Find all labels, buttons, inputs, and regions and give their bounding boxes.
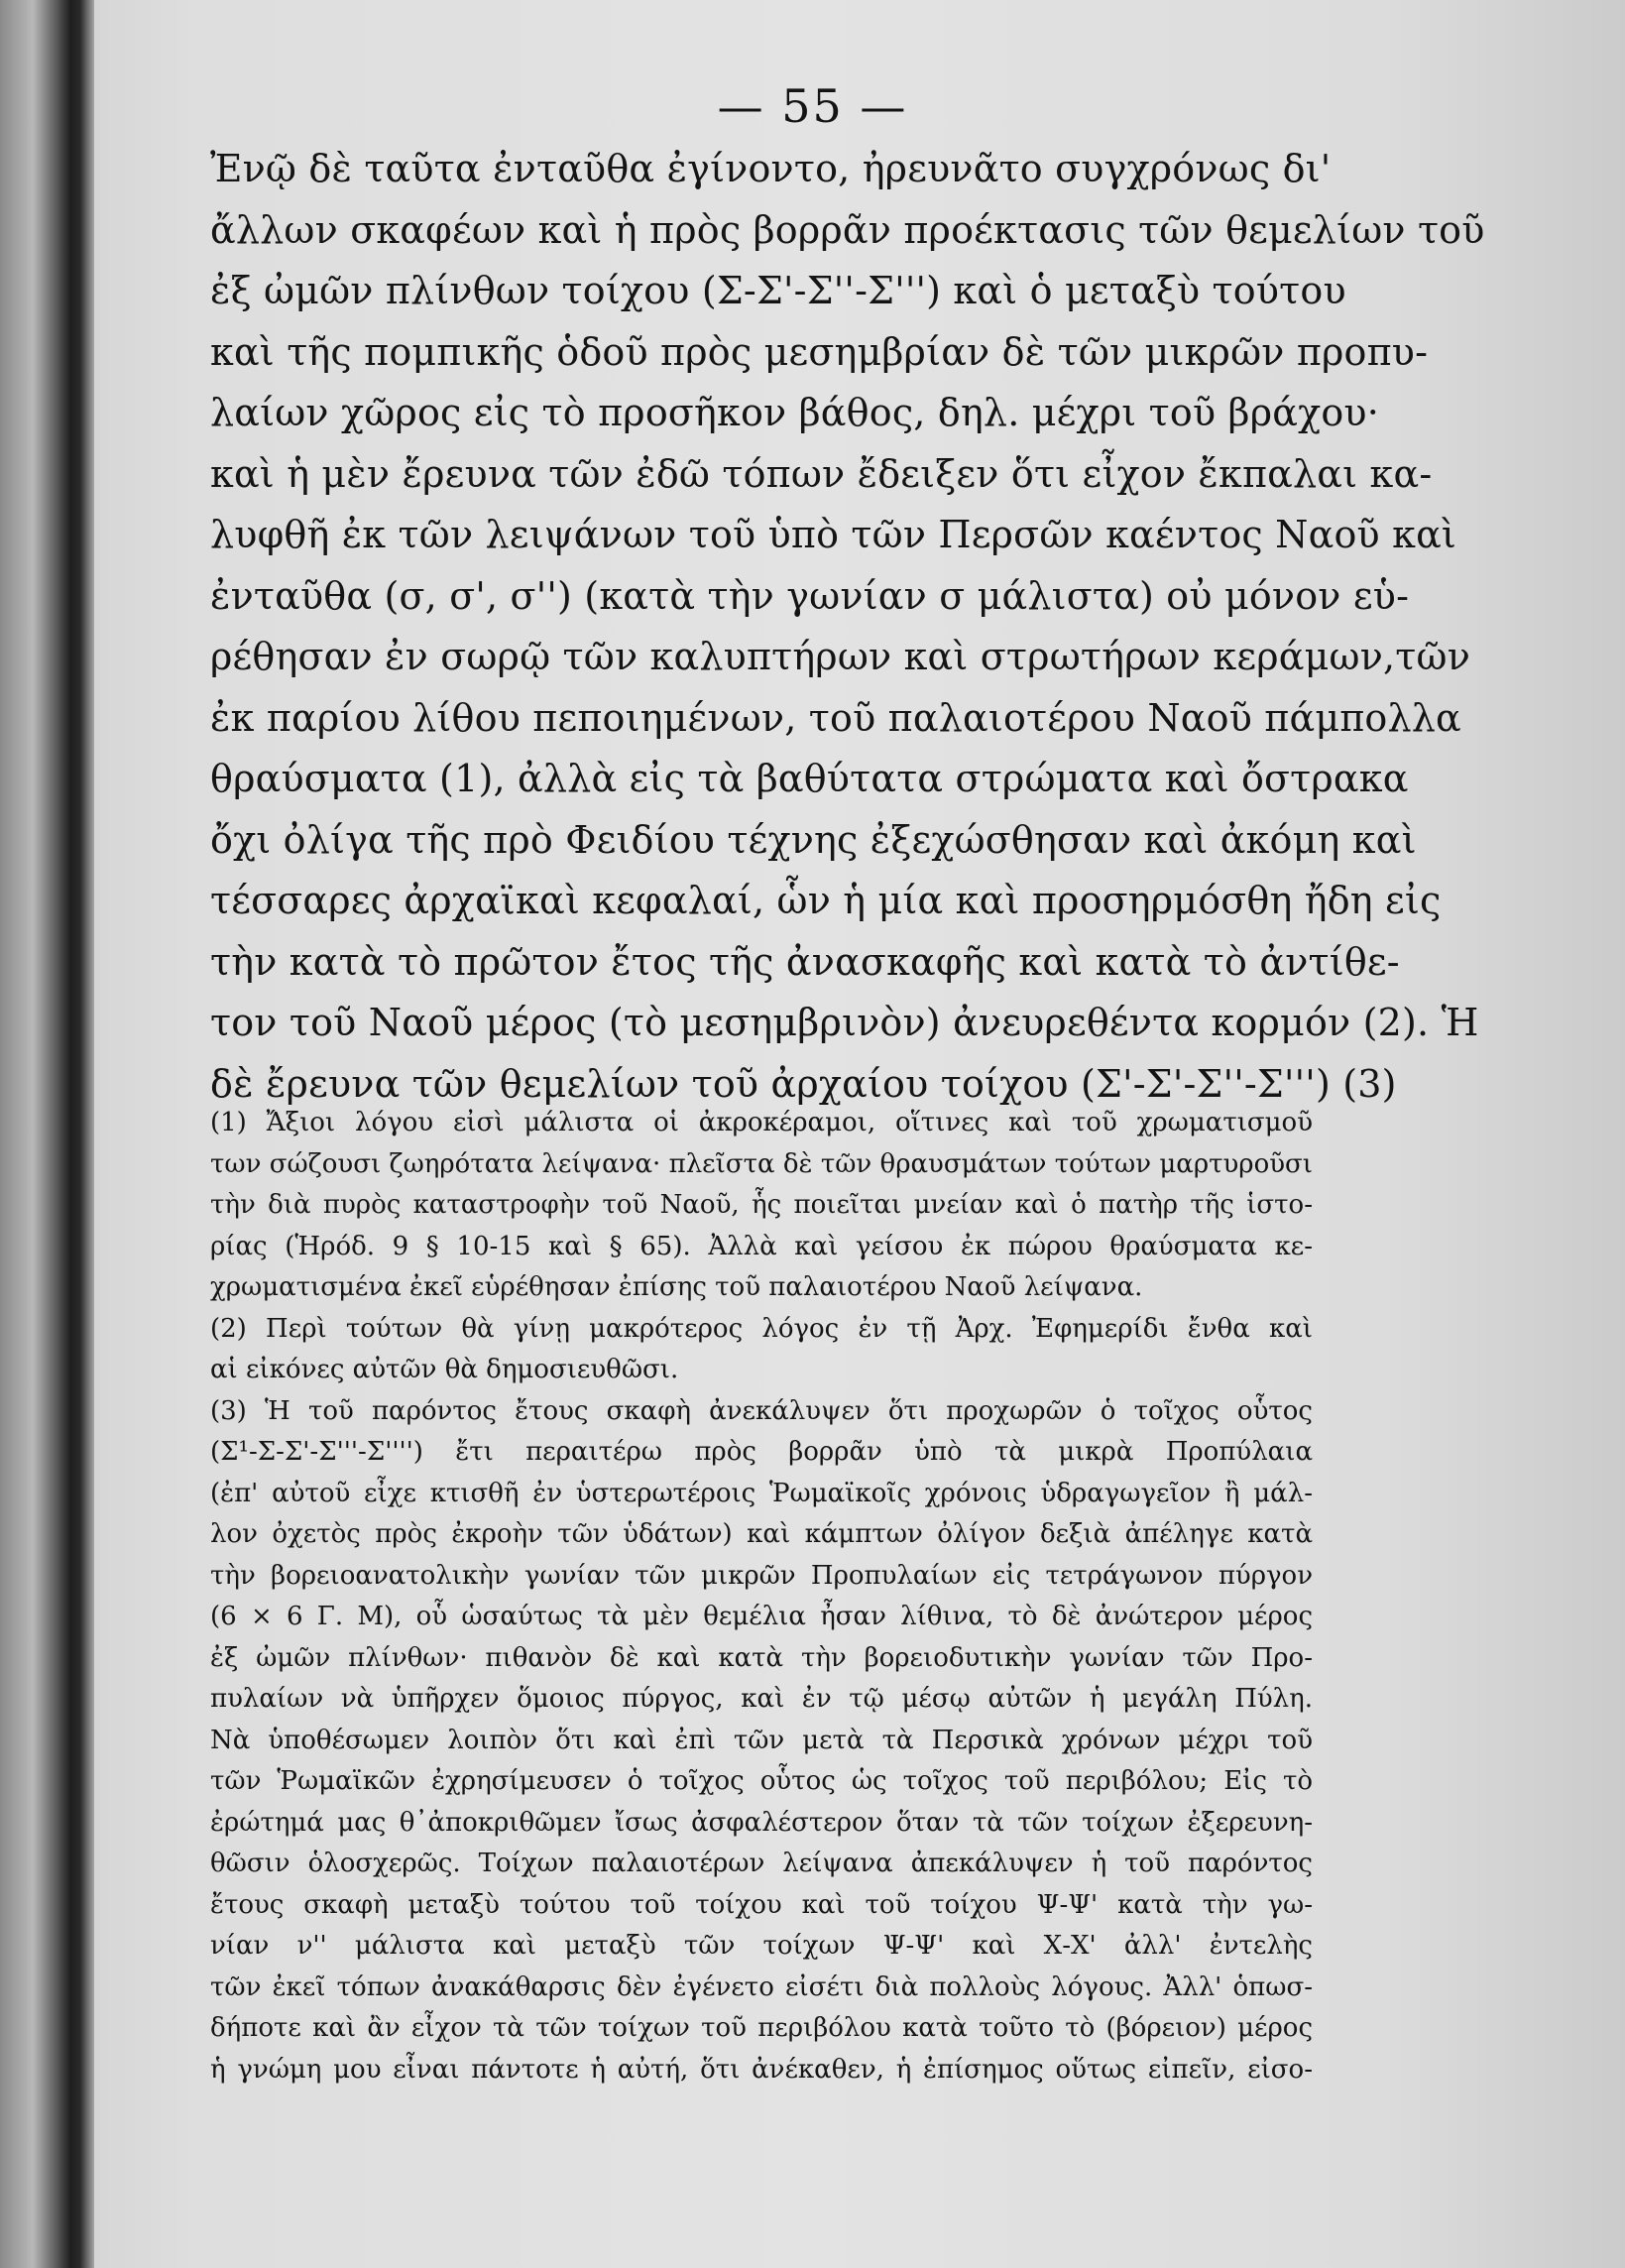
footnote-line: αἱ εἰκόνες αὐτῶν θὰ δημοσιευθῶσι. xyxy=(210,1355,679,1384)
footnote-line: ἡ γνώμη μου εἶναι πάντοτε ἡ αὐτή, ὅτι ἀνέκαθεν, ἡ ἐπίσημος οὕτως εἰπεῖν, εἰσο- xyxy=(210,2054,1313,2085)
page-number: — 55 — xyxy=(717,79,908,133)
main-text-line: ἐξ ὠμῶν πλίνθων τοίχου (Σ-Σ'-Σ''-Σ''') καὶ ὁ μεταξὺ τούτου xyxy=(210,269,1346,312)
footnote-line: τὴν βορειοανατολικὴν γωνίαν τῶν μικρῶν Προπυλαίων εἰς τετράγωνον πύργον xyxy=(210,1560,1313,1591)
footnote-2 xyxy=(210,1309,1313,1391)
footnote-line: Νὰ ὑποθέσωμεν λοιπὸν ὅτι καὶ ἐπὶ τῶν μετὰ τὰ Περσικὰ χρόνων μέχρι τοῦ xyxy=(210,1725,1313,1755)
main-text-line: ρέθησαν ἐν σωρῷ τῶν καλυπτήρων καὶ στρωτήρων κεράμων,τῶν xyxy=(210,635,1470,678)
book-binding-shadow xyxy=(0,0,94,2268)
main-text-block xyxy=(210,139,1485,1115)
footnote-line: (6 × 6 Γ. Μ), οὗ ὡσαύτως τὰ μὲν θεμέλια ἦσαν λίθινα, τὸ δὲ ἀνώτερον μέρος xyxy=(210,1602,1313,1631)
main-text-line: λυφθῆ ἐκ τῶν λειψάνων τοῦ ὑπὸ τῶν Περσῶν καέντος Ναοῦ καὶ xyxy=(210,513,1457,556)
footnote-line: ρίας (Ἡρόδ. 9 § 10-15 καὶ § 65). Ἀλλὰ καὶ γείσου ἐκ πώρου θραύσματα κε- xyxy=(210,1231,1313,1261)
footnote-3 xyxy=(210,1391,1313,2091)
main-text-line: θραύσματα (1), ἀλλὰ εἰς τὰ βαθύτατα στρώματα καὶ ὄστρακα xyxy=(210,757,1409,800)
main-text-line: καὶ τῆς πομπικῆς ὁδοῦ πρὸς μεσημβρίαν δὲ τῶν μικρῶν προπυ- xyxy=(210,329,1429,374)
main-text-line: ἄλλων σκαφέων καὶ ἡ πρὸς βορρᾶν προέκτασις τῶν θεμελίων τοῦ xyxy=(210,207,1485,252)
main-text-line: λαίων χῶρος εἰς τὸ προσῆκον βάθος, δηλ. μέχρι τοῦ βράχου· xyxy=(210,391,1380,434)
footnote-line: λον ὀχετὸς πρὸς ἐκροὴν τῶν ὑδάτων) καὶ κάμπτων ὀλίγον δεξιὰ ἀπέληγε κατὰ xyxy=(210,1519,1313,1549)
footnote-line: (2) Περὶ τούτων θὰ γίνῃ μακρότερος λόγος ἐν τῇ Ἀρχ. Ἐφημερίδι ἔνθα καὶ xyxy=(210,1313,1313,1344)
main-text-line: ἐνταῦθα (σ, σ', σ'') (κατὰ τὴν γωνίαν σ μάλιστα) οὐ μόνον εὑ- xyxy=(210,573,1410,618)
footnotes-block xyxy=(210,1103,1313,2090)
main-text-line: τέσσαρες ἀρχαϊκαὶ κεφαλαί, ὧν ἡ μία καὶ προσηρμόσθη ἤδη εἰς xyxy=(210,879,1442,922)
main-text-line: τὴν κατὰ τὸ πρῶτον ἔτος τῆς ἀνασκαφῆς καὶ κατὰ τὸ ἀντίθε- xyxy=(210,939,1400,984)
footnote-line: (3) Ἡ τοῦ παρόντος ἔτους σκαφὴ ἀνεκάλυψεν ὅτι προχωρῶν ὁ τοῖχος οὗτος xyxy=(210,1395,1313,1426)
footnote-line: ἐξ ὠμῶν πλίνθων· πιθανὸν δὲ καὶ κατὰ τὴν βορειοδυτικὴν γωνίαν τῶν Προ- xyxy=(210,1642,1313,1673)
footnote-line: τῶν ἐκεῖ τόπων ἀνακάθαρσις δὲν ἐγένετο εἰσέτι διὰ πολλοὺς λόγους. Ἀλλ' ὁπωσ- xyxy=(210,1971,1313,2002)
footnote-line: δήποτε καὶ ἂν εἶχον τὰ τῶν τοίχων τοῦ περιβόλου κατὰ τοῦτο τὸ (βόρειον) μέρος xyxy=(210,2013,1313,2043)
main-text-line: τον τοῦ Ναοῦ μέρος (τὸ μεσημβρινὸν) ἀνευρεθέντα κορμόν (2). Ἡ xyxy=(210,1001,1479,1044)
footnote-line: νίαν ν'' μάλιστα καὶ μεταξὺ τῶν τοίχων Ψ-Ψ' καὶ Χ-Χ' ἀλλ' ἐντελὴς xyxy=(210,1931,1313,1961)
footnote-line: τὴν διὰ πυρὸς καταστροφὴν τοῦ Ναοῦ, ἧς ποιεῖται μνείαν καὶ ὁ πατὴρ τῆς ἱστο- xyxy=(210,1190,1313,1220)
main-text-line: δὲ ἔρευνα τῶν θεμελίων τοῦ ἀρχαίου τοίχου (Σ'-Σ'-Σ''-Σ''') (3) xyxy=(210,1061,1397,1106)
footnote-line: ἔτους σκαφὴ μεταξὺ τούτου τοῦ τοίχου καὶ τοῦ τοίχου Ψ-Ψ' κατὰ τὴν γω- xyxy=(210,1889,1313,1920)
main-text-line: ὄχι ὀλίγα τῆς πρὸ Φειδίου τέχνης ἐξεχώσθησαν καὶ ἀκόμη καὶ xyxy=(210,817,1417,862)
footnote-line: των σώζουσι ζωηρότατα λείψανα· πλεῖστα δὲ τῶν θραυσμάτων τούτων μαρτυροῦσι xyxy=(210,1148,1313,1179)
footnote-line: (1) Ἄξιοι λόγου εἰσὶ μάλιστα οἱ ἀκροκέραμοι, οἵτινες καὶ τοῦ χρωματισμοῦ xyxy=(210,1108,1313,1137)
footnote-line: χρωματισμένα ἐκεῖ εὑρέθησαν ἐπίσης τοῦ παλαιοτέρου Ναοῦ λείψανα. xyxy=(210,1272,1143,1302)
footnote-line: θῶσιν ὁλοσχερῶς. Τοίχων παλαιοτέρων λείψανα ἀπεκάλυψεν ἡ τοῦ παρόντος xyxy=(210,1849,1313,1878)
main-text-line: καὶ ἡ μὲν ἔρευνα τῶν ἐδῶ τόπων ἔδειξεν ὅτι εἶχον ἔκπαλαι κα- xyxy=(210,451,1433,496)
main-text-line: Ἐνῷ δὲ ταῦτα ἐνταῦθα ἐγίνοντο, ἠρευνᾶτο συγχρόνως δι' xyxy=(210,147,1332,190)
main-text-line: ἐκ παρίου λίθου πεποιημένων, τοῦ παλαιοτέρου Ναοῦ πάμπολλα xyxy=(210,695,1461,740)
footnote-line: (ἐπ' αὐτοῦ εἶχε κτισθῆ ἐν ὑστερωτέροις Ῥωμαϊκοῖς χρόνοις ὑδραγωγεῖον ἢ μάλ- xyxy=(210,1478,1313,1508)
footnote-line: ἐρώτημά μας θ᾽ἀποκριθῶμεν ἴσως ἀσφαλέστερον ὅταν τὰ τῶν τοίχων ἐξερευνη- xyxy=(210,1807,1313,1838)
footnote-line: τῶν Ῥωμαϊκῶν ἐχρησίμευσεν ὁ τοῖχος οὗτος ὡς τοῖχος τοῦ περιβόλου; Εἰς τὸ xyxy=(210,1766,1313,1796)
footnote-line: (Σ¹-Σ-Σ'-Σ'''-Σ'''') ἔτι περαιτέρω πρὸς βορρᾶν ὑπὸ τὰ μικρὰ Προπύλαια xyxy=(210,1437,1313,1467)
footnote-line: πυλαίων νὰ ὑπῆρχεν ὅμοιος πύργος, καὶ ἐν τῷ μέσῳ αὐτῶν ἡ μεγάλη Πύλη. xyxy=(210,1684,1313,1714)
footnote-1 xyxy=(210,1103,1313,1309)
